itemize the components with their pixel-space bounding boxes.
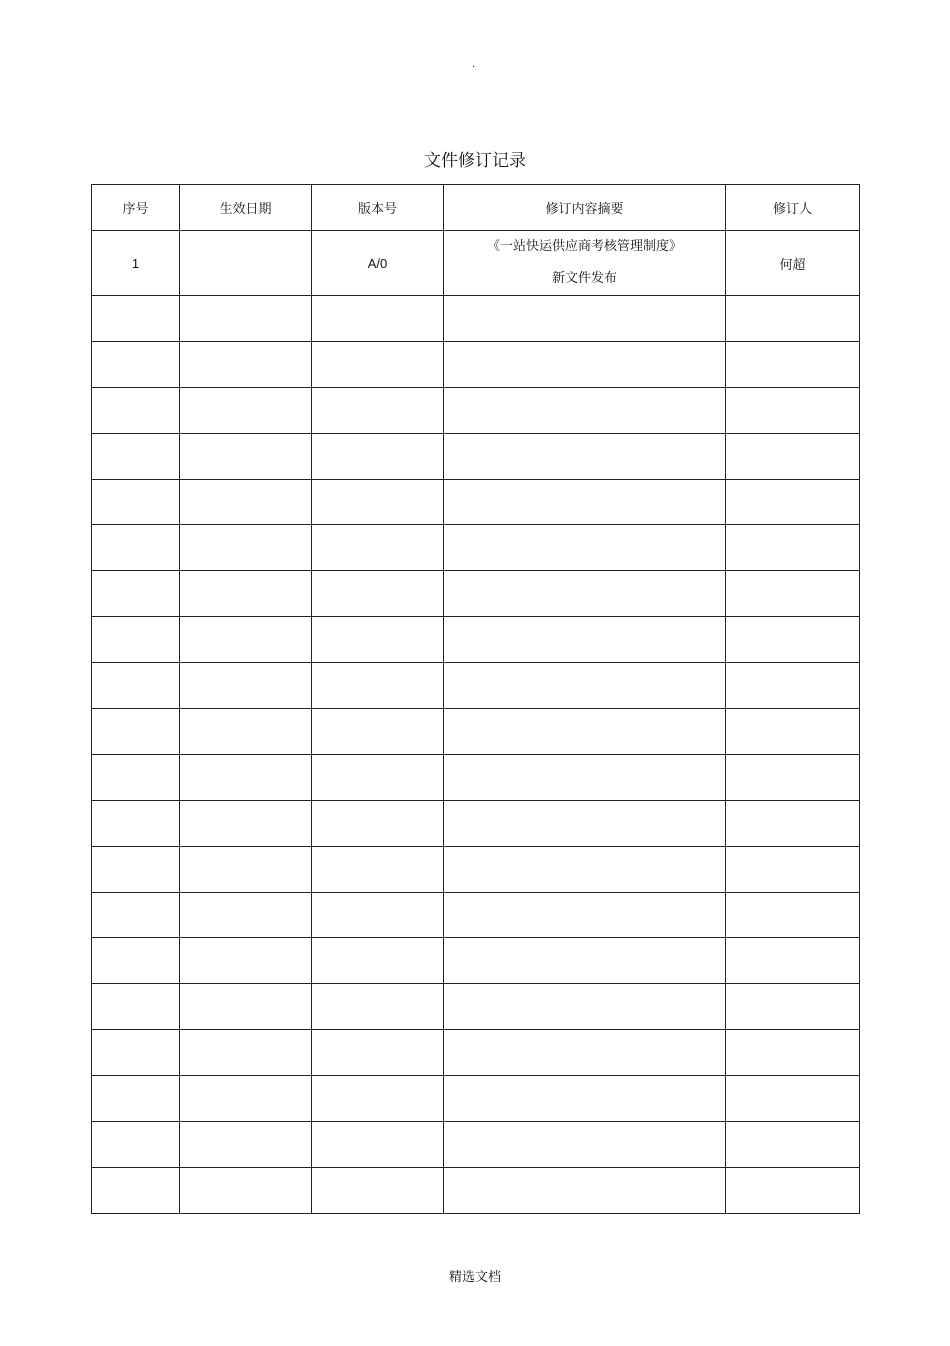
cell-effective-date [180,938,312,984]
cell-version [312,663,444,709]
cell-reviser [726,892,860,938]
cell-seq [92,709,180,755]
cell-summary [444,296,726,342]
cell-seq [92,663,180,709]
table-row [92,571,860,617]
cell-summary [444,479,726,525]
cell-version [312,341,444,387]
cell-reviser [726,525,860,571]
cell-seq [92,754,180,800]
cell-reviser [726,709,860,755]
table-row [92,709,860,755]
cell-version [312,709,444,755]
cell-reviser [726,846,860,892]
page-title: 文件修订记录 [424,151,526,171]
table-row [92,296,860,342]
table-row [92,433,860,479]
cell-seq [92,341,180,387]
cell-reviser [726,433,860,479]
cell-seq [92,846,180,892]
header-version: 版本号 [312,185,444,231]
cell-effective-date [180,754,312,800]
cell-version [312,387,444,433]
cell-seq [92,800,180,846]
cell-version [312,984,444,1030]
cell-reviser [726,296,860,342]
cell-effective-date [180,1076,312,1122]
cell-seq [92,1167,180,1213]
cell-effective-date [180,387,312,433]
cell-effective-date [180,663,312,709]
cell-effective-date [180,479,312,525]
table-row [92,892,860,938]
cell-version [312,433,444,479]
cell-reviser [726,1076,860,1122]
cell-version [312,938,444,984]
cell-seq [92,1076,180,1122]
cell-reviser [726,800,860,846]
table-row [92,231,860,296]
table-row [92,1076,860,1122]
cell-effective-date [180,296,312,342]
cell-summary [444,709,726,755]
table-row [92,525,860,571]
table-row [92,387,860,433]
table-row [92,1167,860,1213]
cell-summary [444,754,726,800]
table-row [92,341,860,387]
cell-version [312,1076,444,1122]
cell-version [312,525,444,571]
table-row [92,984,860,1030]
table-row [92,1030,860,1076]
cell-effective-date [180,1030,312,1076]
cell-reviser [726,1122,860,1168]
cell-seq [92,984,180,1030]
cell-seq [92,1030,180,1076]
table-row [92,479,860,525]
cell-summary [444,984,726,1030]
cell-reviser [726,754,860,800]
cell-version [312,754,444,800]
cell-summary [444,1076,726,1122]
cell-summary [444,341,726,387]
cell-seq [92,296,180,342]
cell-seq [92,892,180,938]
cell-summary [444,1030,726,1076]
cell-version [312,1167,444,1213]
header-seq: 序号 [92,185,180,231]
cell-version [312,800,444,846]
cell-seq [92,479,180,525]
cell-version: A/0 [312,231,444,296]
cell-version [312,571,444,617]
cell-summary [444,1122,726,1168]
header-summary: 修订内容摘要 [444,185,726,231]
cell-summary [444,892,726,938]
cell-summary [444,1167,726,1213]
cell-effective-date [180,571,312,617]
cell-effective-date [180,341,312,387]
cell-effective-date [180,892,312,938]
table-row [92,800,860,846]
table-row [92,663,860,709]
cell-effective-date [180,1122,312,1168]
cell-seq [92,571,180,617]
cell-reviser [726,617,860,663]
cell-effective-date [180,709,312,755]
cell-summary [444,938,726,984]
table-row [92,938,860,984]
top-mark: . [472,59,476,70]
header-effective-date: 生效日期 [180,185,312,231]
cell-effective-date [180,617,312,663]
summary-line: 《一站快运供应商考核管理制度》 [486,239,682,254]
cell-effective-date [180,525,312,571]
cell-seq [92,433,180,479]
table-row [92,617,860,663]
cell-seq [92,938,180,984]
cell-version [312,1122,444,1168]
cell-reviser [726,341,860,387]
cell-reviser [726,1030,860,1076]
cell-effective-date [180,846,312,892]
table-row [92,1122,860,1168]
cell-seq [92,387,180,433]
cell-reviser [726,938,860,984]
cell-seq [92,617,180,663]
cell-summary [444,800,726,846]
cell-version [312,846,444,892]
table-row [92,754,860,800]
cell-reviser [726,663,860,709]
cell-reviser [726,1167,860,1213]
cell-summary [444,663,726,709]
cell-summary [444,231,726,296]
cell-reviser [726,984,860,1030]
cell-version [312,1030,444,1076]
cell-effective-date [180,800,312,846]
cell-summary [444,617,726,663]
cell-summary [444,525,726,571]
cell-version [312,892,444,938]
cell-effective-date [180,1167,312,1213]
cell-summary [444,433,726,479]
header-reviser: 修订人 [726,185,860,231]
cell-summary [444,571,726,617]
cell-seq [92,1122,180,1168]
cell-reviser [726,387,860,433]
cell-effective-date [180,231,312,296]
table-header-row [92,185,860,231]
summary-line: 新文件发布 [551,271,617,286]
cell-reviser [726,571,860,617]
cell-reviser [726,479,860,525]
cell-reviser: 何超 [726,231,860,296]
cell-version [312,617,444,663]
cell-summary [444,387,726,433]
cell-version [312,479,444,525]
cell-version [312,296,444,342]
cell-seq [92,525,180,571]
cell-summary [444,846,726,892]
page-footer: 精选文档 [448,1270,501,1285]
cell-effective-date [180,433,312,479]
revision-table [91,184,860,1214]
cell-effective-date [180,984,312,1030]
table-row [92,846,860,892]
cell-seq: 1 [92,231,180,296]
